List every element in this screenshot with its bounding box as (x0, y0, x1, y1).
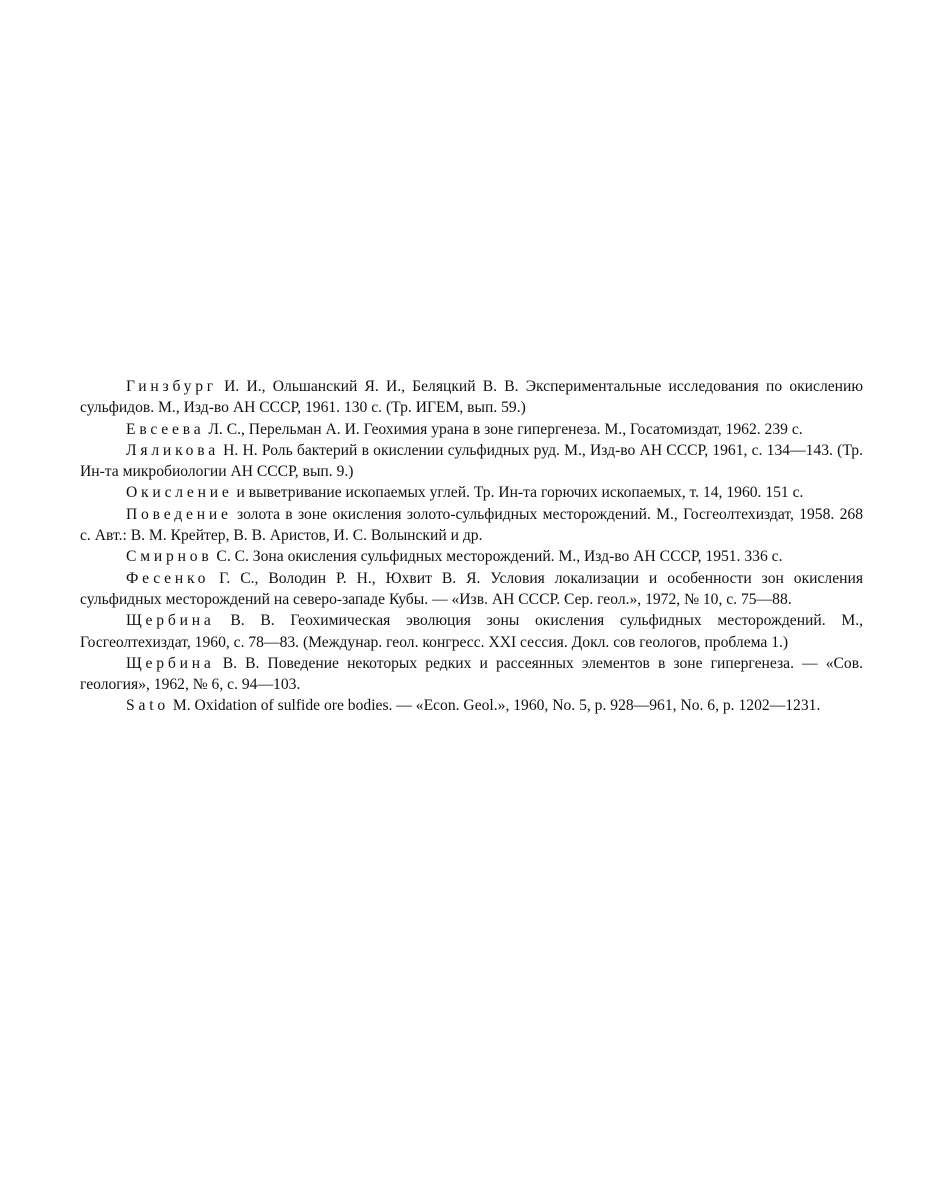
reference-entry (80, 482, 863, 503)
reference-entry (80, 610, 863, 653)
reference-author: Sato (126, 697, 169, 715)
reference-author: Гинзбург (126, 378, 218, 395)
reference-entry (80, 546, 863, 567)
reference-author: Евсеева (126, 420, 205, 438)
reference-entry (80, 653, 863, 696)
reference-author: Ляликова (126, 441, 219, 459)
reference-list (80, 376, 863, 717)
reference-text: золота в зоне окисления золото-сульфидных месторождений. М., Госгеолтехиздат, 1958. 268 с. Авт.: В. М. Крейтер, В. В. Аристов, И. С. Волынский и др. (80, 505, 863, 545)
reference-author: Фесенко (126, 569, 210, 587)
reference-text: И. И., Ольшанский Я. И., Беляцкий В. В. Экспериментальные исследования по окислению сульфидов. М., Изд-во АН СССР, 1961. 130 с. (Тр. ИГЕМ, вып. 59.) (80, 378, 863, 417)
reference-text: Н. Н. Роль бактерий в окислении сульфидных руд. М., Изд-во АН СССР, 1961, с. 134—143. (Тр. Ин-та микробиологии АН СССР, вып. 9.) (80, 441, 863, 481)
reference-author: Щербина (126, 612, 215, 630)
reference-text: и выветривание ископаемых углей. Тр. Ин-та горючих ископаемых, т. 14, 1960. 151 с. (232, 484, 804, 502)
reference-entry (80, 568, 863, 611)
reference-text: M. Oxidation of sulfide ore bodies. — «Econ. Geol.», 1960, No. 5, p. 928—961, No. 6, p. 1202—1231. (168, 697, 821, 715)
reference-entry (80, 504, 863, 547)
reference-entry (80, 376, 863, 419)
reference-entry (80, 440, 863, 483)
reference-text: В. В. Геохимическая эволюция зоны окисления сульфидных месторождений. М., Госгеолтехиздат, 1960, с. 78—83. (Междунар. геол. конгресс. XXI сессия. Докл. сов геологов, проблема 1.) (80, 612, 863, 651)
reference-author: Окисление (126, 484, 233, 502)
reference-author: Поведение (126, 505, 232, 523)
reference-text: С. С. Зона окисления сульфидных месторождений. М., Изд-во АН СССР, 1951. 336 с. (212, 548, 783, 566)
reference-author: Смирнов (126, 548, 213, 566)
reference-entry (80, 419, 863, 440)
reference-author: Щербина (126, 654, 215, 672)
reference-text: Г. С., Володин Р. Н., Юхвит В. Я. Условия локализации и особенности зон окисления сульфидных месторождений на северо-западе Кубы. — «Изв. АН СССР. Сер. геол.», 1972, № 10, с. 75—88. (80, 569, 863, 608)
reference-text: В. В. Поведение некоторых редких и рассеянных элементов в зоне гипергенеза. — «Сов. геология», 1962, № 6, с. 94—103. (80, 654, 863, 694)
reference-text: Л. С., Перельман А. И. Геохимия урана в зоне гипергенеза. М., Госатомиздат, 1962. 239 с. (204, 420, 803, 438)
reference-entry (80, 695, 863, 716)
